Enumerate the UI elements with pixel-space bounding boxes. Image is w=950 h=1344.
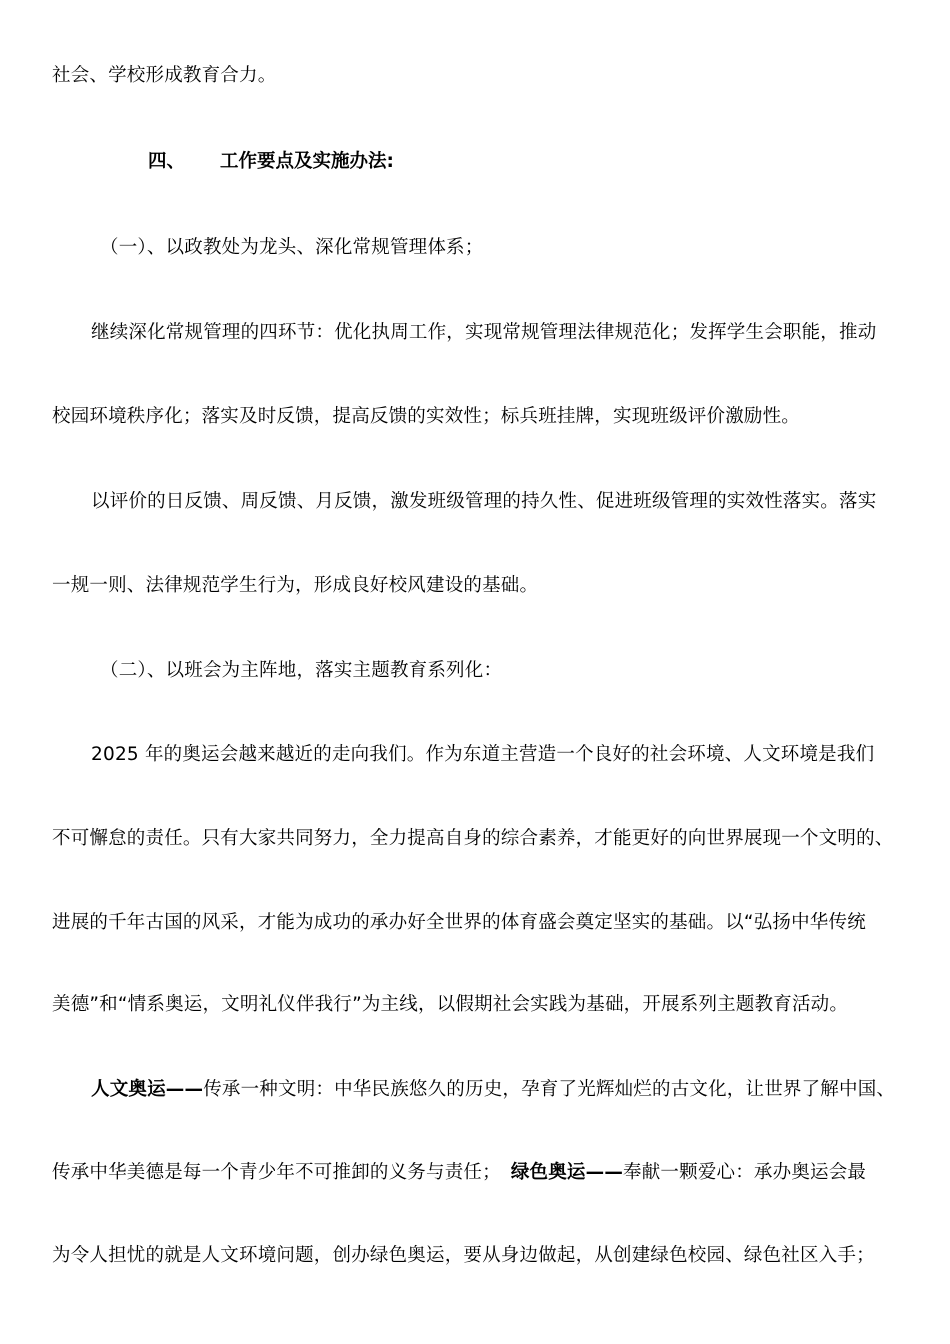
subsection-heading: （二）、以班会为主阵地，落实主题教育系列化： bbox=[100, 660, 503, 681]
paragraph-text: 传承中华美德是每一个青少年不可推卸的义务与责任； bbox=[52, 1162, 501, 1183]
paragraph-line: 为令人担忧的就是人文环境问题，创办绿色奥运，要从身边做起，从创建绿色校园、绿色社区入手； bbox=[52, 1245, 875, 1266]
section-heading bbox=[0, 150, 950, 174]
paragraph-line: 美德”和“情系奥运，文明礼仪伴我行”为主线，以假期社会实践为基础，开展系列主题教育活动。 bbox=[52, 994, 849, 1015]
section-title: 工作要点及实施办法: bbox=[220, 151, 394, 172]
paragraph-text: 传承一种文明：中华民族悠久的历史，孕育了光辉灿烂的古文化，让世界了解中国、 bbox=[203, 1079, 896, 1100]
emphasis-term: 人文奥运—— bbox=[91, 1079, 204, 1100]
paragraph-line: 进展的千年古国的风采，才能为成功的承办好全世界的体育盛会奠定坚实的基础。以“弘扬中华传统 bbox=[52, 912, 866, 933]
section-number: 四、 bbox=[148, 151, 186, 172]
paragraph-line: 社会、学校形成教育合力。 bbox=[52, 65, 277, 86]
paragraph-line: 一规一则、法律规范学生行为，形成良好校风建设的基础。 bbox=[52, 575, 539, 596]
paragraph-line: 以评价的日反馈、周反馈、月反馈，激发班级管理的持久性、促进班级管理的实效性落实。落实 bbox=[91, 491, 877, 512]
paragraph-line: 2025 年的奥运会越来越近的走向我们。作为东道主营造一个良好的社会环境、人文环境是我们 bbox=[91, 744, 875, 765]
paragraph-line: 校园环境秩序化；落实及时反馈，提高反馈的实效性；标兵班挂牌，实现班级评价激励性。 bbox=[52, 406, 801, 427]
paragraph-line bbox=[91, 1078, 950, 1102]
paragraph-line: 继续深化常规管理的四环节：优化执周工作，实现常规管理法律规范化；发挥学生会职能，推动 bbox=[91, 322, 877, 343]
paragraph-line: 不可懈怠的责任。只有大家共同努力，全力提高自身的综合素养，才能更好的向世界展现一个文明的、 bbox=[52, 828, 894, 849]
paragraph-line bbox=[52, 1161, 912, 1185]
paragraph-text: 奉献一颗爱心：承办奥运会最 bbox=[623, 1162, 867, 1183]
subsection-heading: （一）、以政教处为龙头、深化常规管理体系； bbox=[100, 237, 484, 258]
emphasis-term: 绿色奥运—— bbox=[510, 1162, 624, 1183]
